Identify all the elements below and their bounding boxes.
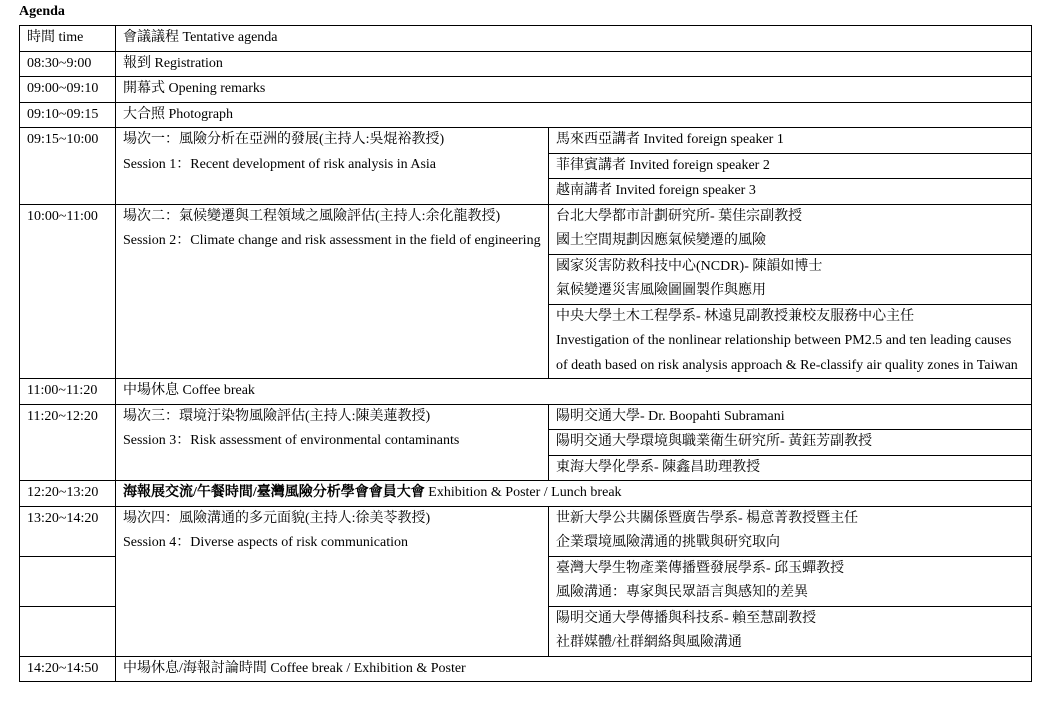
speaker-name: 台北大學都市計劃研究所- 葉佳宗副教授 [556, 208, 803, 224]
speaker-topic: 氣候變遷災害風險圖圖製作與應用 [556, 283, 766, 298]
session4-title-zh: 場次四：風險溝通的多元面貌(主持人:徐美苓教授) [123, 510, 431, 526]
lunch-text: Exhibition & Poster / Lunch break [424, 485, 622, 500]
speaker-cell [549, 506, 1032, 556]
speaker-topic: 國土空間規劃因應氣候變遷的風險 [556, 233, 766, 248]
session1-title-zh: 場次一：風險分析在亞洲的發展(主持人:吳焜裕教授) [123, 132, 445, 147]
lunch-bold-text: 海報展交流/午餐時間/臺灣風險分析學會會員大會 [123, 485, 425, 500]
session3-row [20, 404, 1032, 430]
agenda-table [19, 25, 1032, 682]
session2-time: 10:00~11:00 [20, 204, 116, 379]
session1-title [116, 128, 549, 205]
empty-time-cell [20, 556, 116, 606]
row-text: 大合照 Photograph [116, 102, 1032, 128]
table-row [20, 77, 1032, 103]
session3-title-zh: 場次三：環境汙染物風險評估(主持人:陳美蓮教授) [123, 408, 431, 424]
speaker-cell: 陽明交通大學- Dr. Boopahti Subramani [549, 404, 1032, 430]
lunch-cell [116, 481, 1032, 507]
session3-title-en: Session 3：Risk assessment of environmental contaminants [123, 433, 460, 448]
session2-title-en: Session 2：Climate change and risk assessment in the field of engineering [123, 233, 541, 248]
session1-time: 09:15~10:00 [20, 128, 116, 205]
speaker-name: 國家災害防救科技中心(NCDR)- 陳韻如博士 [556, 258, 823, 274]
speaker-cell: 菲律賓講者 Invited foreign speaker 2 [549, 153, 1032, 179]
speaker-cell [549, 556, 1032, 606]
speaker-cell [549, 254, 1032, 304]
session3-title [116, 404, 549, 481]
speaker-cell: 東海大學化學系- 陳鑫昌助理教授 [549, 455, 1032, 481]
session4-title-en: Session 4：Diverse aspects of risk communication [123, 535, 409, 550]
coffee1-time: 11:00~11:20 [20, 379, 116, 405]
empty-time-cell [20, 606, 116, 656]
speaker-cell [549, 606, 1032, 656]
session2-row [20, 204, 1032, 254]
page-title: Agenda [19, 4, 65, 19]
coffee2-text: 中場休息/海報討論時間 Coffee break / Exhibition & Poster [116, 656, 1032, 682]
speaker-name: 陽明交通大學傳播與科技系- 賴至慧副教授 [556, 610, 817, 626]
session2-title [116, 204, 549, 379]
speaker-topic: 風險溝通：專家與民眾語言與感知的差異 [556, 585, 808, 600]
table-row [20, 379, 1032, 405]
row-text: 報到 Registration [116, 51, 1032, 77]
table-row [20, 102, 1032, 128]
speaker-cell [549, 304, 1032, 379]
coffee2-time: 14:20~14:50 [20, 656, 116, 682]
table-header-row [20, 26, 1032, 52]
row-time: 09:10~09:15 [20, 102, 116, 128]
speaker-cell: 陽明交通大學環境與職業衛生研究所- 黃鈺芳副教授 [549, 430, 1032, 456]
header-time: 時間 time [20, 26, 116, 52]
session3-time: 11:20~12:20 [20, 404, 116, 481]
session4-title [116, 506, 549, 656]
row-text: 開幕式 Opening remarks [116, 77, 1032, 103]
row-time: 08:30~9:00 [20, 51, 116, 77]
speaker-cell: 越南講者 Invited foreign speaker 3 [549, 179, 1032, 205]
speaker-cell: 馬來西亞講者 Invited foreign speaker 1 [549, 128, 1032, 154]
coffee1-text: 中場休息 Coffee break [116, 379, 1032, 405]
session4-row [20, 506, 1032, 556]
lunch-time: 12:20~13:20 [20, 481, 116, 507]
row-time: 09:00~09:10 [20, 77, 116, 103]
speaker-topic: 企業環境風險溝通的挑戰與研究取向 [556, 535, 780, 550]
session2-title-zh: 場次二：氣候變遷與工程領域之風險評估(主持人:余化龍教授) [123, 208, 501, 224]
speaker-name: 中央大學土木工程學系- 林遠見副教授兼校友服務中心主任 [556, 308, 915, 324]
speaker-name: 臺灣大學生物產業傳播暨發展學系- 邱玉蟬教授 [556, 560, 845, 576]
header-agenda: 會議議程 Tentative agenda [116, 26, 1032, 52]
table-row [20, 51, 1032, 77]
session1-title-en: Session 1：Recent development of risk analysis in Asia [123, 156, 437, 172]
speaker-cell [549, 204, 1032, 254]
table-row [20, 656, 1032, 682]
table-row [20, 481, 1032, 507]
speaker-name: 世新大學公共關係暨廣告學系- 楊意菁教授暨主任 [556, 510, 859, 526]
speaker-topic: Investigation of the nonlinear relationship between PM2.5 and ten leading causes of death based on risk analysis approach & Re-classify air quality zones in Taiwan [556, 333, 1018, 373]
session4-time: 13:20~14:20 [20, 506, 116, 556]
session1-row [20, 128, 1032, 154]
speaker-topic: 社群媒體/社群網絡與風險溝通 [556, 635, 742, 650]
